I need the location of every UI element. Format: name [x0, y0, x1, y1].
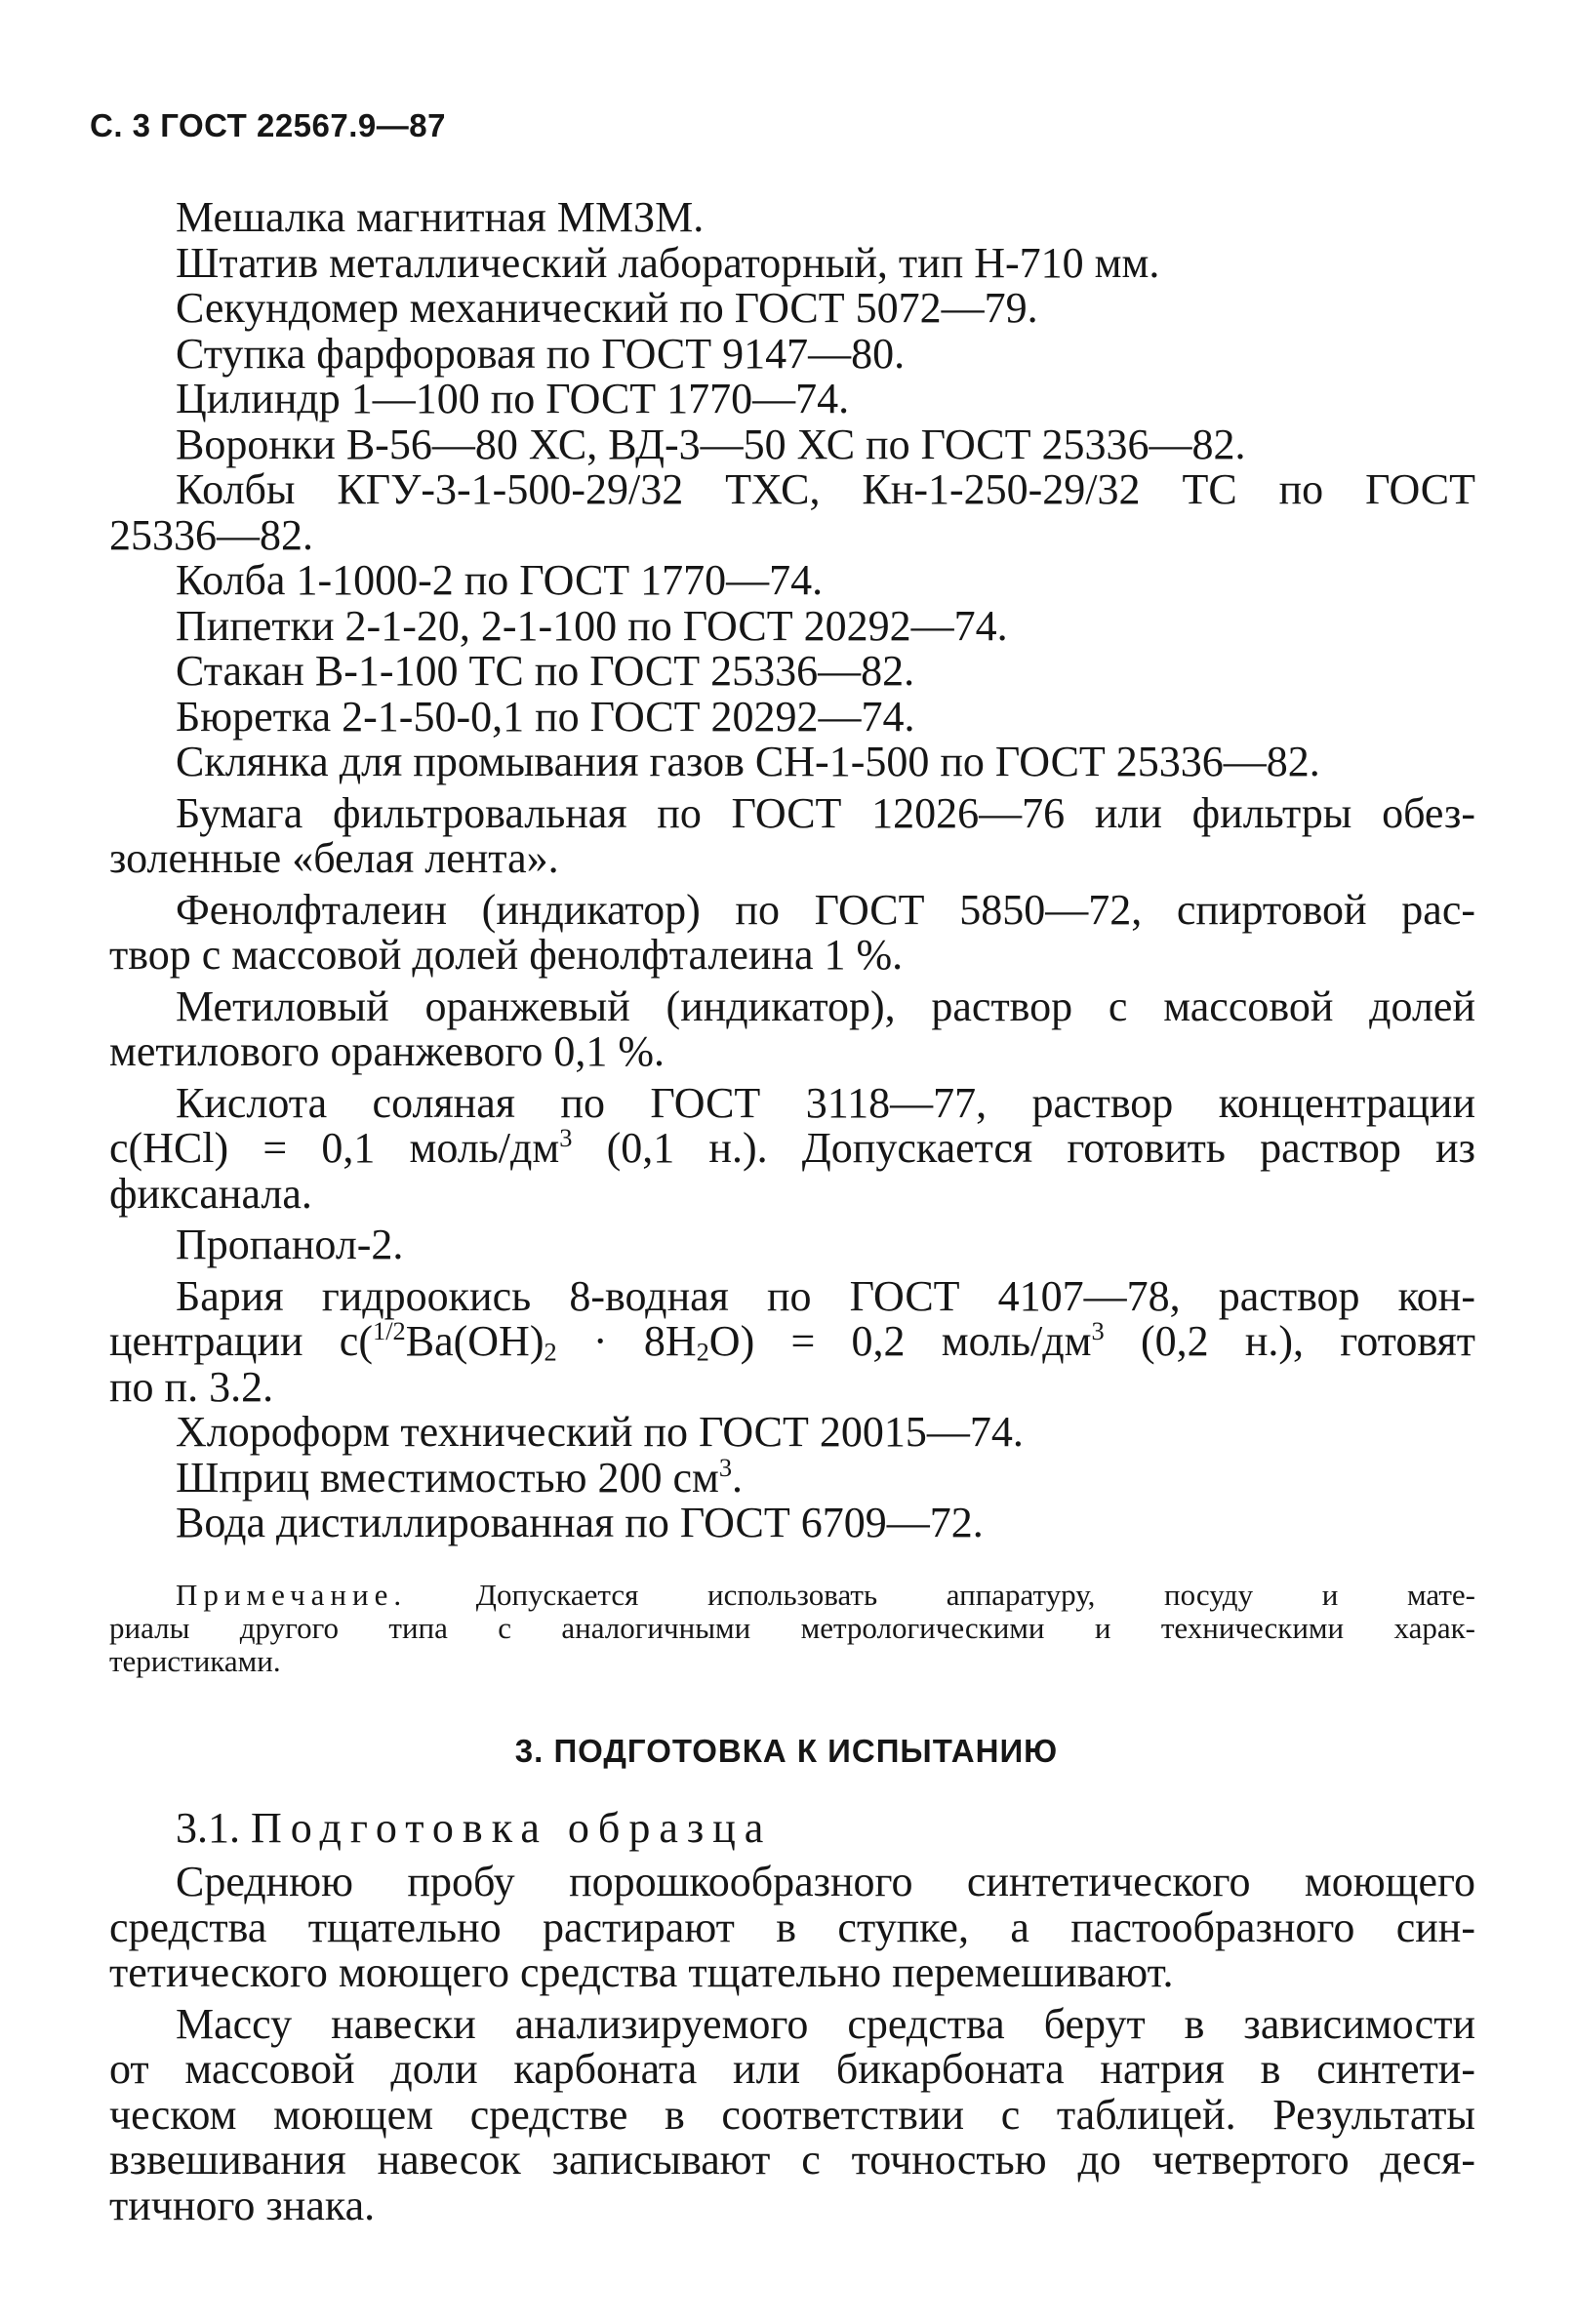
subsection-title: Подготовка образца — [251, 1804, 773, 1852]
subsection-number: 3.1. — [176, 1804, 240, 1852]
paragraph-barium-hydroxide — [109, 1271, 1475, 1411]
list-item: Мешалка магнитная ММЗМ. — [176, 193, 705, 241]
section-heading: 3. ПОДГОТОВКА К ИСПЫТАНИЮ — [514, 1733, 1059, 1769]
paragraph-methyl-orange — [109, 984, 1475, 1075]
paragraph-filter-paper — [109, 788, 1475, 882]
paragraph-line: c(HCl) = 0,1 моль/$дм^3$ (0,1 н.). Допускается готовить раствор из — [109, 1123, 1475, 1172]
list-item: Стакан В-1-100 ТС по ГОСТ 25336—82. — [176, 647, 915, 695]
paragraph-line: метилового оранжевого 0,1 %. — [109, 1027, 666, 1075]
list-item: Колба 1-1000-2 по ГОСТ 1770—74. — [176, 556, 824, 604]
paragraph-line: золенные «белая лента». — [109, 834, 559, 882]
list-item: Склянка для промывания газов СН-1-500 по ГОСТ 25336—82. — [176, 738, 1320, 785]
note-label: Примечание. — [176, 1578, 408, 1612]
list-item: Колбы КГУ-3-1-500-29/32 ТХС, Кн-1-250-29/32 ТС по ГОСТ — [176, 465, 1475, 513]
paragraph-line: твор с массовой долей фенолфталеина 1 %. — [109, 931, 904, 979]
paragraph-line: фиксанала. — [109, 1169, 312, 1218]
paragraph-line: Кислота соляная по ГОСТ 3118—77, раствор концентрации — [176, 1078, 1475, 1127]
list-item: Пипетки 2-1-20, 2-1-100 по ГОСТ 20292—74. — [176, 601, 1008, 650]
note-block — [109, 1579, 1475, 1678]
paragraph-propanol — [109, 1222, 1475, 1268]
list-item: Вода дистиллированная по ГОСТ 6709—72. — [176, 1499, 984, 1546]
list-item: Хлороформ технический по ГОСТ 20015—74. — [176, 1408, 1024, 1456]
paragraph-sample-mass — [109, 1999, 1475, 2229]
list-item: Цилиндр 1—100 по ГОСТ 1770—74. — [176, 375, 850, 422]
list-item: Пропанол-2. — [176, 1221, 404, 1268]
note-line: теристиками. — [109, 1644, 281, 1678]
page-header: С. 3 ГОСТ 22567.9—87 — [90, 107, 446, 143]
paragraph-line: по п. 3.2. — [109, 1362, 274, 1411]
paragraph-line: Бария гидроокись 8-водная по ГОСТ 4107—78, раствор кон- — [176, 1271, 1475, 1320]
paragraph-line: взвешивания навесок записывают с точностью до четвертого деся- — [109, 2136, 1475, 2184]
list-item: Ступка фарфоровая по ГОСТ 9147—80. — [176, 329, 906, 378]
section-body — [109, 1860, 1475, 2228]
paragraph-line: средства тщательно растирают в ступке, а пастообразного син- — [109, 1903, 1475, 1951]
paragraph-line: Массу навески анализируемого средства берут в зависимости — [176, 1999, 1475, 2048]
note-line: Примечание. Допускается использовать аппаратуру, посуду и мате- — [176, 1578, 1475, 1612]
list-item: Воронки В-56—80 ХС, ВД-3—50 ХС по ГОСТ 25336—82. — [176, 420, 1246, 468]
paragraph-sample-prep — [109, 1860, 1475, 1996]
paragraph-line: тетического моющего средства тщательно перемешивают. — [109, 1948, 1174, 1996]
list-item: Бюретка 2-1-50-0,1 по ГОСТ 20292—74. — [176, 692, 915, 741]
paragraph-line: ческом моющем средстве в соответствии с таблицей. Результаты — [109, 2090, 1475, 2139]
note-line: риалы другого типа с аналогичными метрологическими и техническими харак- — [109, 1611, 1475, 1645]
paragraph-line: центрации $c(^{1/2}Ba(OH)_2 \cdot 8H_2O) = 0,2$ моль/$дм^3$ (0,2 н.), готовят — [109, 1316, 1475, 1367]
paragraph-line: Среднюю пробу порошкообразного синтетического моющего — [176, 1858, 1475, 1905]
paragraph-line: тичного знака. — [109, 2181, 376, 2229]
list-item-continuation: 25336—82. — [109, 510, 313, 559]
paragraph-line: Бумага фильтровальная по ГОСТ 12026—76 или фильтры обез- — [176, 788, 1475, 837]
paragraph-line: от массовой доли карбоната или бикарбоната натрия в синтети- — [109, 2045, 1475, 2093]
paragraph-line: Метиловый оранжевый (индикатор), раствор с массовой долей — [176, 982, 1475, 1030]
paragraph-hydrochloric-acid — [109, 1078, 1475, 1218]
paragraph-line: Фенолфталеин (индикатор) по ГОСТ 5850—72, спиртовой рас- — [176, 885, 1475, 934]
list-item: Штатив металлический лабораторный, тип Н-710 мм. — [176, 238, 1160, 287]
materials-list — [109, 195, 1475, 1546]
list-item: Секундомер механический по ГОСТ 5072—79. — [176, 284, 1038, 332]
list-item: Шприц вместимостью 200 $см^3$. — [176, 1452, 744, 1502]
paragraph-phenolphthalein — [109, 885, 1475, 979]
subsection-heading — [176, 1803, 772, 1853]
